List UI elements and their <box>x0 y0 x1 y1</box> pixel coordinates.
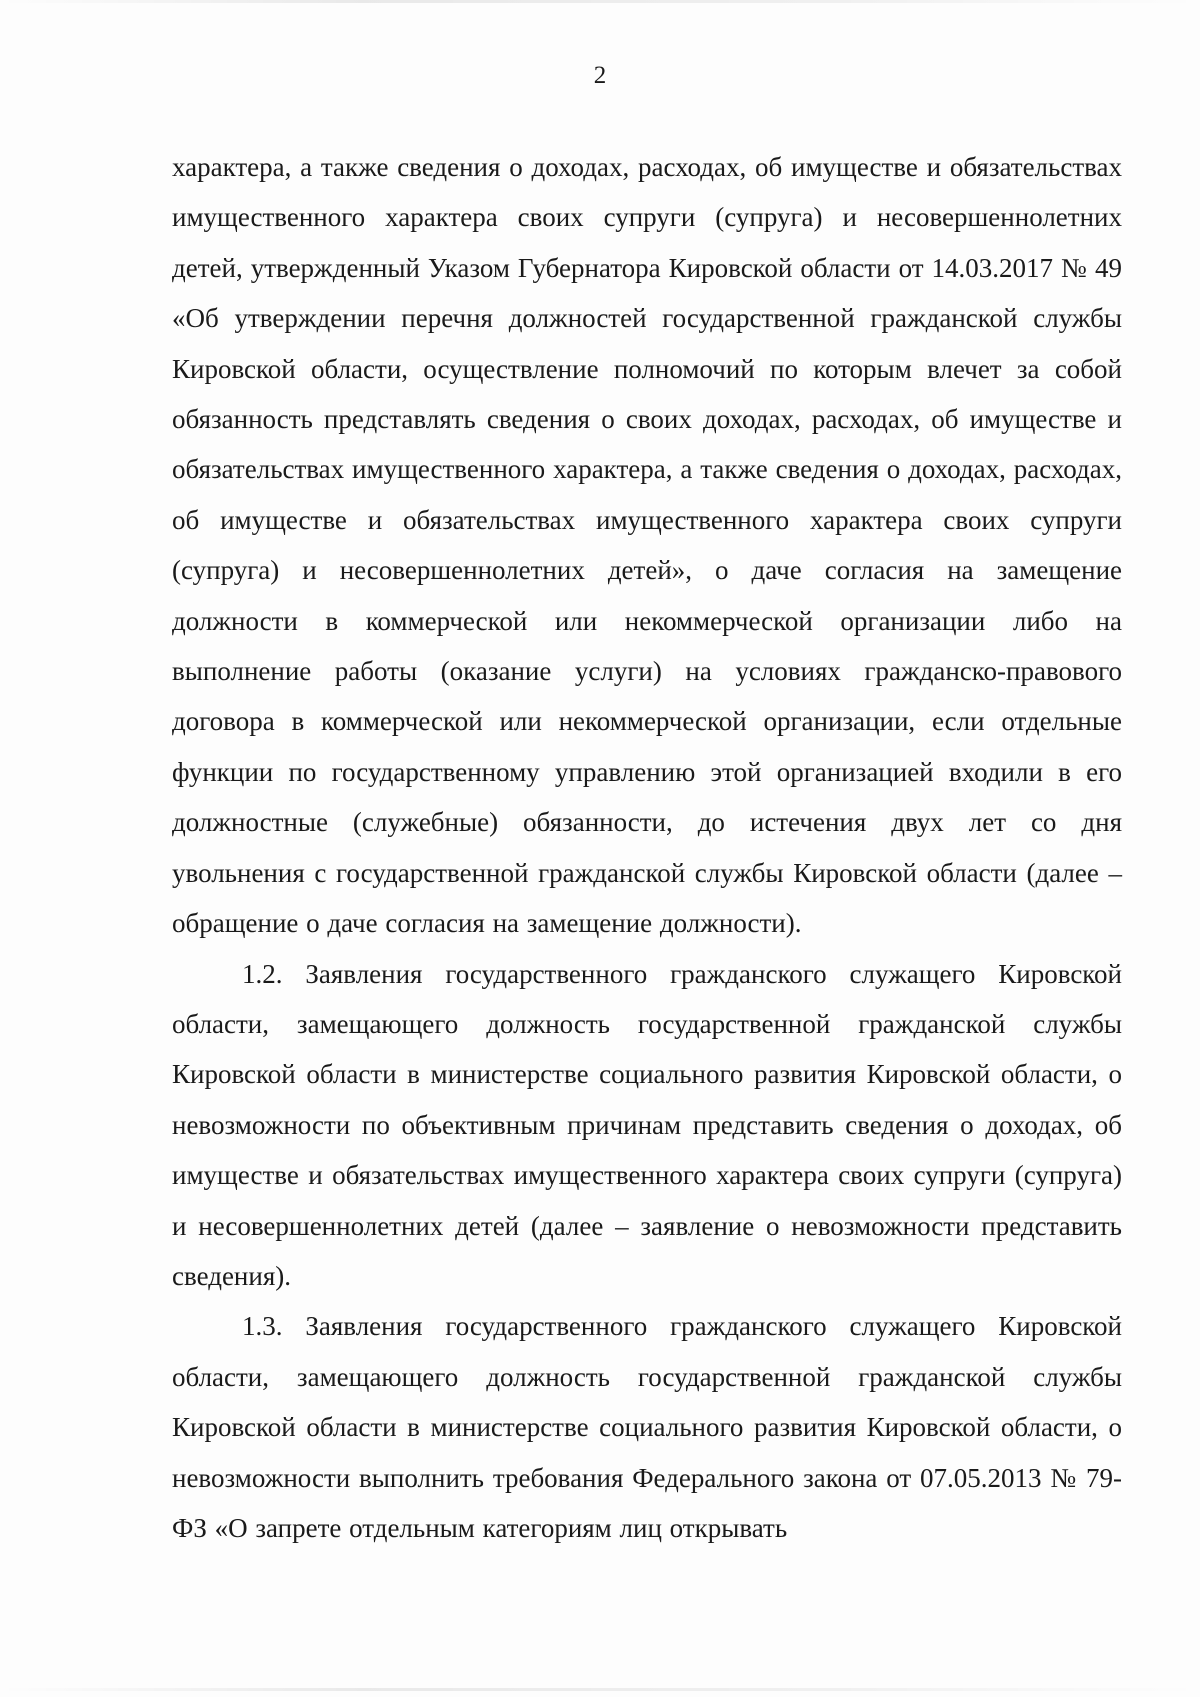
paragraph-continuation: характера, а также сведения о доходах, расходах, об имуществе и обязательствах имущественного характера своих супруги (супруга) и несовершеннолетних детей, утвержденный Указом Губернатора Кировской области от 14.03.2017 № 49 «Об утверждении перечня должностей государственной гражданской службы Кировской области, осуществление полномочий по которым влечет за собой обязанность представлять сведения о своих доходах, расходах, об имуществе и обязательствах имущественного характера, а также сведения о доходах, расходах, об имуществе и обязательствах имущественного характера своих супруги (супруга) и несовершеннолетних детей», о даче согласия на замещение должности в коммерческой или некоммерческой организации либо на выполнение работы (оказание услуги) на условиях гражданско-правового договора в коммерческой или некоммерческой организации, если отдельные функции по государственному управлению этой организацией входили в его должностные (служебные) обязанности, до истечения двух лет со дня увольнения с государственной гражданской службы Кировской области (далее – обращение о даче согласия на замещение должности). <box>172 152 1122 939</box>
paragraph-1-2: 1.2. Заявления государственного гражданского служащего Кировской области, замещающего должность государственной гражданской службы Кировской области в министерстве социального развития Кировской области, о невозможности по объективным причинам представить сведения о доходах, об имуществе и обязательствах имущественного характера своих супруги (супруга) и несовершеннолетних детей (далее – заявление о невозможности представить сведения). <box>172 958 1122 1291</box>
document-body <box>172 142 1122 1553</box>
scan-edge-top <box>0 0 1200 3</box>
scan-edge-bottom <box>0 1688 1200 1691</box>
paragraph-1-3: 1.3. Заявления государственного гражданского служащего Кировской области, замещающего должность государственной гражданской службы Кировской области в министерстве социального развития Кировской области, о невозможности выполнить требования Федерального закона от 07.05.2013 № 79-ФЗ «О запрете отдельным категориям лиц открывать <box>172 1311 1122 1543</box>
page-number: 2 <box>593 62 607 89</box>
